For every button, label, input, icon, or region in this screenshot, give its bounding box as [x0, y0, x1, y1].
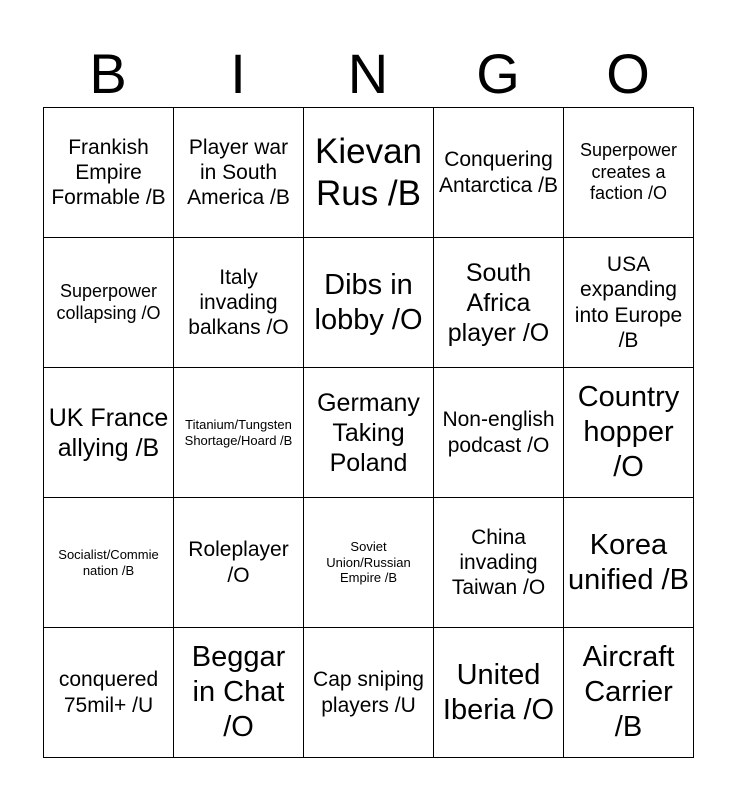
bingo-row	[44, 498, 694, 628]
bingo-row	[44, 108, 694, 238]
bingo-cell[interactable]: United Iberia /O	[434, 628, 564, 758]
header-letter-i: I	[230, 42, 246, 105]
bingo-cell[interactable]: Superpower collapsing /O	[44, 238, 174, 368]
bingo-row	[44, 628, 694, 758]
bingo-cell[interactable]: Aircraft Carrier /B	[564, 628, 694, 758]
bingo-cell[interactable]: Country hopper /O	[564, 368, 694, 498]
header-letter-o: O	[606, 42, 650, 105]
bingo-cell[interactable]: Titanium/Tungsten Shortage/Hoard /B	[174, 368, 304, 498]
bingo-cell[interactable]: Cap sniping players /U	[304, 628, 434, 758]
bingo-cell[interactable]: Non-english podcast /O	[434, 368, 564, 498]
bingo-cell[interactable]: Italy invading balkans /O	[174, 238, 304, 368]
bingo-row	[44, 238, 694, 368]
bingo-cell[interactable]: Frankish Empire Formable /B	[44, 108, 174, 238]
bingo-card-grid	[43, 107, 694, 758]
bingo-cell[interactable]: Korea unified /B	[564, 498, 694, 628]
bingo-cell[interactable]: USA expanding into Europe /B	[564, 238, 694, 368]
bingo-cell[interactable]: Kievan Rus /B	[304, 108, 434, 238]
bingo-cell[interactable]: Beggar in Chat /O	[174, 628, 304, 758]
bingo-cell[interactable]: South Africa player /O	[434, 238, 564, 368]
bingo-row	[44, 368, 694, 498]
bingo-cell[interactable]: Dibs in lobby /O	[304, 238, 434, 368]
bingo-header	[43, 40, 693, 108]
bingo-cell[interactable]: UK France allying /B	[44, 368, 174, 498]
header-letter-g: G	[476, 42, 520, 105]
bingo-cell[interactable]: Socialist/Commie nation /B	[44, 498, 174, 628]
header-letter-b: B	[89, 42, 127, 105]
header-letter-n: N	[347, 42, 389, 105]
bingo-cell[interactable]: Player war in South America /B	[174, 108, 304, 238]
bingo-cell[interactable]: Superpower creates a faction /O	[564, 108, 694, 238]
bingo-cell[interactable]: Conquering Antarctica /B	[434, 108, 564, 238]
bingo-cell[interactable]: Germany Taking Poland	[304, 368, 434, 498]
bingo-cell[interactable]: conquered 75mil+ /U	[44, 628, 174, 758]
bingo-cell[interactable]: Roleplayer /O	[174, 498, 304, 628]
bingo-cell[interactable]: China invading Taiwan /O	[434, 498, 564, 628]
bingo-cell[interactable]: Soviet Union/Russian Empire /B	[304, 498, 434, 628]
